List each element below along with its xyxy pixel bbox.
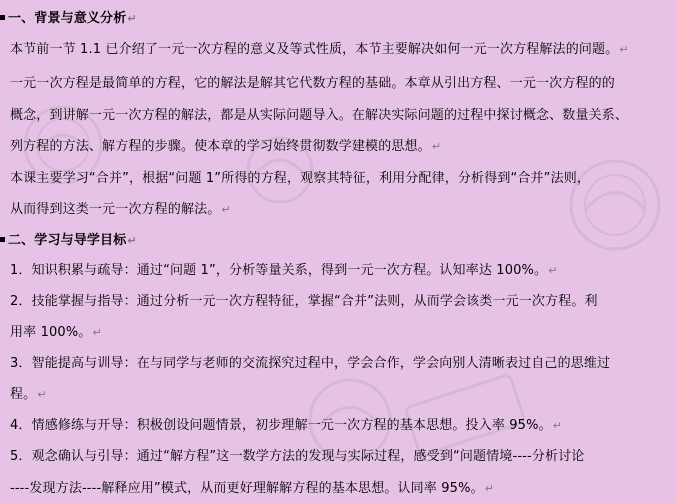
text-line: 一元一次方程是最简单的方程，它的解法是解其它代数方程的基础。本章从引出方程、一元一次方程的的 [10, 76, 615, 91]
section-1-line-4 [10, 138, 441, 156]
text-line: 5．观念确认与引导：通过“解方程”这一数学方法的发现与实际过程，感受到“问题情境----分析讨论 [10, 449, 585, 464]
section-1-heading [0, 10, 137, 28]
section-2-line-7 [10, 448, 584, 466]
section-2-line-8 [10, 480, 494, 498]
section-1-line-2 [10, 75, 615, 93]
bullet-icon [0, 237, 5, 242]
text-line: 程。 [10, 387, 37, 402]
text-line: 列方程的方法、解方程的步骤。使本章的学习始终贯彻数学建模的思想。 [10, 139, 431, 154]
section-1-line-3 [10, 107, 628, 125]
section-2-line-5 [10, 386, 47, 404]
text-line: ----发现方法----解释应用”模式，从而更好理解解方程的基本思想。认同率 95%。 [10, 481, 484, 496]
text-line: 1．知识积累与疏导：通过“问题 1”，分析等量关系，得到一元一次方程。认知率达 100%。 [10, 263, 548, 278]
section-2-line-6 [10, 417, 562, 435]
text-line: 2．技能掌握与指导：通过分析一元一次方程特征，掌握“合并”法则，从而学会该类一元一次方程。利 [10, 294, 598, 309]
section-2-title: 二、学习与导学目标 [8, 233, 127, 248]
paragraph-mark-icon: ↵ [619, 43, 629, 56]
section-2-line-2 [10, 293, 598, 311]
paragraph-mark-icon: ↵ [92, 326, 102, 339]
bullet-icon [0, 15, 5, 20]
paragraph-mark-icon: ↵ [484, 482, 495, 495]
section-1-title: 一、背景与意义分析 [8, 11, 127, 26]
section-2-line-3 [10, 324, 102, 342]
text-line: 概念，到讲解一元一次方程的解法，都是从实际问题导入。在解决实际问题的过程中探讨概念、数量关系、 [10, 108, 629, 123]
paragraph-mark-icon: ↵ [37, 388, 47, 401]
paragraph-mark-icon: ↵ [127, 12, 137, 25]
section-2-line-4 [10, 355, 610, 373]
watermark-emblem-right [560, 150, 670, 260]
paragraph-mark-icon: ↵ [431, 140, 442, 153]
paragraph-mark-icon: ↵ [552, 419, 563, 432]
text-line: 从而得到这类一元一次方程的解法。 [10, 202, 221, 217]
text-line: 4．情感修练与开导：积极创设问题情景，初步理解一元一次方程的基本思想。投入率 95%。 [10, 418, 552, 433]
paragraph-mark-icon: ↵ [127, 234, 137, 247]
paragraph-mark-icon: ↵ [221, 203, 231, 216]
text-line: 本课主要学习“合并”，根据“问题 1”所得的方程，观察其特征，利用分配律，分析得到“合并”法则， [10, 171, 591, 186]
section-1-line-1 [10, 41, 629, 59]
text-line: 本节前一节 1.1 已介绍了一元一次方程的意义及等式性质，本节主要解决如何一元一次方程解法的问题。 [10, 42, 619, 57]
section-2-heading [0, 232, 137, 250]
section-1-line-6 [10, 201, 231, 219]
text-line: 用率 100%。 [10, 325, 92, 340]
text-line: 3．智能提高与训导：在与同学与老师的交流探究过程中，学会合作，学会向别人清晰表过自己的思维过 [10, 356, 611, 371]
section-1-line-5 [10, 170, 590, 188]
section-2-line-1 [10, 262, 558, 280]
paragraph-mark-icon: ↵ [548, 264, 558, 277]
